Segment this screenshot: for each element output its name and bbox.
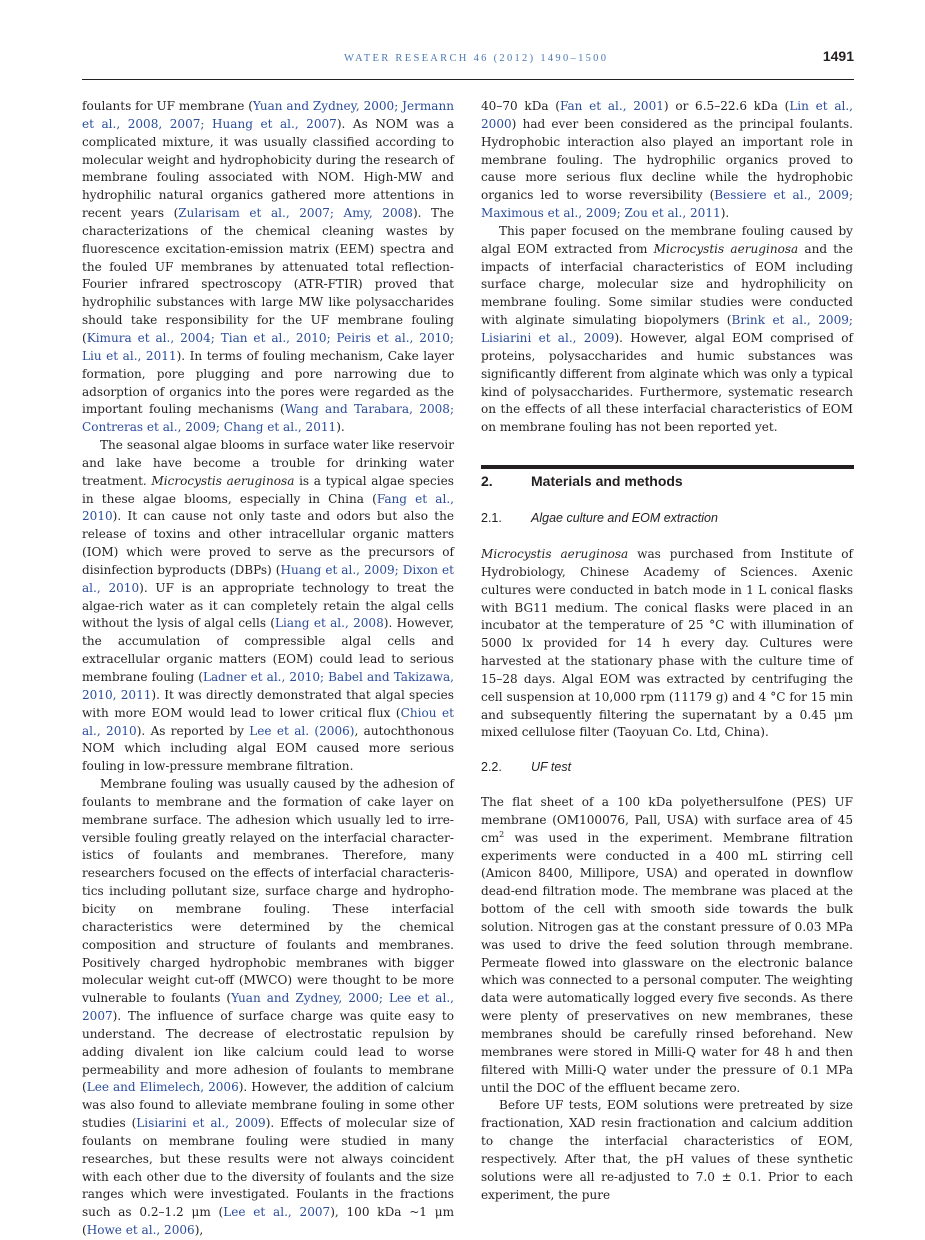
citation-link[interactable]: Chiou et al., 2010 — [82, 705, 454, 738]
paragraph: foulants for UF membrane (Yuan and Zydney, 2000; Jermann et al., 2008, 2007; Huang et al., 2007). As NOM was a complicated mixture, it was usually classified according to molecular weight and hydrophobicity during the research of membrane fouling associated with NOM. High-MW and hydrophilic natural organics gathered more attentions in recent years (Zularisam et al., 2007; Amy, 2008). The characterizations of the chemical cleaning wastes by fluorescence excitation-emission matrix (EEM) spectra and the fouled UF membranes by attenuated total reflection-Fourier infrared spectroscopy (ATR-FTIR) proved that hydrophilic substances with large MW like polysaccharides should take responsibility for the UF membrane fouling (Kimura et al., 2004; Tian et al., 2010; Peiris et al., 2010; Liu et al., 2011). In terms of fouling mechanism, Cake layer formation, pore plugging and pore narrowing due to adsorption of organics into the pores were regarded as the important fouling mechanisms (Wang and Tarabara, 2008; Contreras et al., 2009; Chang et al., 2011). — [82, 99, 454, 435]
subsection-heading: 2.1. Algae culture and EOM extraction — [481, 511, 718, 525]
citation-link[interactable]: Yuan and Zydney, 2000; Lee et al., 2007 — [82, 991, 454, 1024]
subsection-heading: 2.2. UF test — [481, 760, 572, 774]
paragraph: This paper focused on the membrane fouling caused by algal EOM extracted from Microcystis aeruginosa and the impacts of interfacial characteristics of EOM including surface charge, molecular size and hydrophilicity on membrane fouling. Some similar studies were conducted with alginate simulating biopolymers (Brink et al., 2009; Lisiarini et al., 2009). However, algal EOM comprised of proteins, polysaccharides and humic substances was significantly different from alginate which was only a typical kind of polysaccharides. Furthermore, systematic research on the effects of all these interfacial characteristics of EOM on membrane fouling has not been reported yet. — [481, 223, 853, 435]
paragraph: The seasonal algae blooms in surface water like reservoir and lake have become a trouble for drinking water treatment. Microcystis aeruginosa is a typical algae species in these algae blooms, especially in China (Fang et al., 2010). It can cause not only taste and odors but also the release of toxins and other intracellular organic matters (IOM) which were proved to serve as the precursors of disinfection byproducts (DBPs) (Huang et al., 2009; Dixon et al., 2010). UF is an appropriate technology to treat the algae-rich water as it can completely retain the algal cells without the lysis of algal cells (Liang et al., 2008). However, the accumulation of compressible algal cells and extracellular organic matters (EOM) could lead to serious membrane fouling (Ladner et al., 2010; Babel and Takizawa, 2010, 2011). It was directly demonstrated that algal species with more EOM would lead to lower critical flux (Chiou et al., 2010). As reported by Lee et al. (2006), autochthonous NOM which including algal EOM caused more serious fouling in low-pressure membrane filtration. — [82, 438, 455, 774]
citation-link[interactable]: Huang et al., 2009; Dixon et al., 2010 — [82, 562, 454, 595]
citation-link[interactable]: Bessiere et al., 2009; Maximous et al., 2009; Zou et al., 2011 — [481, 188, 854, 221]
citation-link[interactable]: Brink et al., 2009; Lisiarini et al., 2009 — [481, 313, 853, 345]
citation-link[interactable]: Fan et al., 2001 — [559, 99, 664, 113]
citation-link[interactable]: Wang and Tarabara, 2008; Contreras et al., 2009; Chang et al., 2011 — [82, 402, 454, 435]
citation-link[interactable]: Lee and Elimelech, 2006 — [86, 1080, 239, 1095]
header-rule — [82, 79, 854, 80]
paragraph: Membrane fouling was usually caused by the adhesion of foulants to membrane and the formation of cake layer on membrane surface. The adhesion which usually led to irreversible fouling greatly relayed on the interfacial characteristics of foulants and membranes. Therefore, many researchers focused on the effects of interfacial characteristics including pollutant size, surface charge and hydrophobicity on membrane fouling. These interfacial characteristics were determined by the chemical composition and structure of foulants and membranes. Positively charged hydrophobic membranes with bigger molecular weight cut-off (MWCO) were thought to be more vulnerable to foulants (Yuan and Zydney, 2000; Lee et al., 2007). The influence of surface charge was quite easy to understand. The decrease of electrostatic repulsion by adding divalent ion like calcium could lead to worse permeability and more adhesion of foulants to membrane (Lee and Elimelech, 2006). However, the addition of calcium was also found to alleviate membrane fouling in some other studies (Lisiarini et al., 2009). Effects of molecular size of foulants on membrane fouling were studied in many researches, but these results were not always coincident with each other due to the diversity of foulants and the size ranges which were investigated. Foulants in the fractions such as 0.2–1.2 μm (Lee et al., 2007), 100 kDa ~1 μm (Howe et al., 2006), — [82, 777, 455, 1238]
left-column — [82, 98, 454, 1240]
paragraph: 40–70 kDa (Fan et al., 2001) or 6.5–22.6 kDa (Lin et al., 2000) had ever been considered as the principal foulants. Hydrophobic interaction also played an important role in membrane fouling. The hydrophilic organics proved to cause more serious flux decline while the hydrophobic organics led to worse reversibility (Bessiere et al., 2009; Maximous et al., 2009; Zou et al., 2011). — [481, 99, 854, 221]
citation-link[interactable]: Lin et al., 2000 — [481, 99, 854, 131]
subsection-body — [481, 794, 853, 1204]
section-divider — [481, 465, 854, 469]
running-header — [82, 48, 854, 74]
citation-link[interactable]: Lee et al., 2007 — [223, 1205, 331, 1220]
citation-link[interactable]: Zularisam et al., 2007; Amy, 2008 — [178, 206, 413, 221]
journal-title: WATER RESEARCH 46 (2012) 1490–1500 — [344, 53, 609, 64]
citation-link[interactable]: Kimura et al., 2004; Tian et al., 2010; Peiris et al., 2010; Liu et al., 2011 — [82, 330, 454, 363]
citation-link[interactable]: Fang et al., 2010 — [82, 491, 454, 524]
citation-link[interactable]: Ladner et al., 2010; Babel and Takizawa, 2010, 2011 — [82, 670, 454, 702]
citation-link[interactable]: Howe et al., 2006 — [86, 1223, 195, 1238]
section-heading: 2. Materials and methods — [481, 473, 683, 489]
paragraph: Microcystis aeruginosa was purchased from Institute of Hydrobiology, Chinese Academy of Sciences. Axenic cultures were conducted in batch mode in 1 L conical flasks with BG11 medium. The conical flasks were placed in an incubator at the temperature of 25 °C with illumination of 5000 lx provided for 14 h every day. Cultures were harvested at the stationary phase with the culture time of 15–28 days. Algal EOM was extracted by centrifuging the cell suspension at 10,000 rpm (11179 g) and 4 °C for 15 min and subsequently filtering the supernatant by a 0.45 μm mixed cellulose filter (Taoyuan Co. Ltd, China). — [481, 547, 853, 740]
right-column — [481, 98, 853, 437]
subsection-body — [481, 546, 853, 742]
paragraph: Before UF tests, EOM solutions were pretreated by size fractionation, XAD resin fractionation and calcium addition to change the interfacial characteristics of EOM, respectively. After that, the pH values of these synthetic solutions were all re-adjusted to 7.0 ± 0.1. Prior to each experiment, the pure — [481, 1098, 853, 1202]
page-number: 1491 — [822, 48, 854, 64]
citation-link[interactable]: Lee et al. (2006) — [249, 723, 355, 738]
citation-link[interactable]: Yuan and Zydney, 2000; Jermann et al., 2008, 2007; Huang et al., 2007 — [82, 99, 454, 131]
citation-link[interactable]: Liang et al., 2008 — [275, 616, 384, 631]
citation-link[interactable]: Lisiarini et al., 2009 — [136, 1116, 266, 1131]
paragraph: The flat sheet of a 100 kDa polyethersulfone (PES) UF membrane (OM100076, Pall, USA) with surface area of 45 $cm^2$ was used in the experiment. Membrane filtration experiments were conducted in a 400 mL stirring cell (Amicon 8400, Millipore, USA) and operated in downflow dead-end filtration mode. The membrane was placed at the bottom of the cell with smooth side towards the bulk solution. Nitrogen gas at the constant pressure of 0.03 MPa was used to drive the feed solution through membrane. Permeate flowed into glassware on the electronic balance which was connected to a personal computer. The weighting data were automatically logged every five seconds. As there were plenty of preservatives on new membranes, these membranes should be carefully rinsed beforehand. New membranes were stored in Milli-Q water for 48 h and then filtered with Milli-Q water under the pressure of 0.1 MPa until the DOC of the effluent became zero. — [481, 795, 853, 1095]
